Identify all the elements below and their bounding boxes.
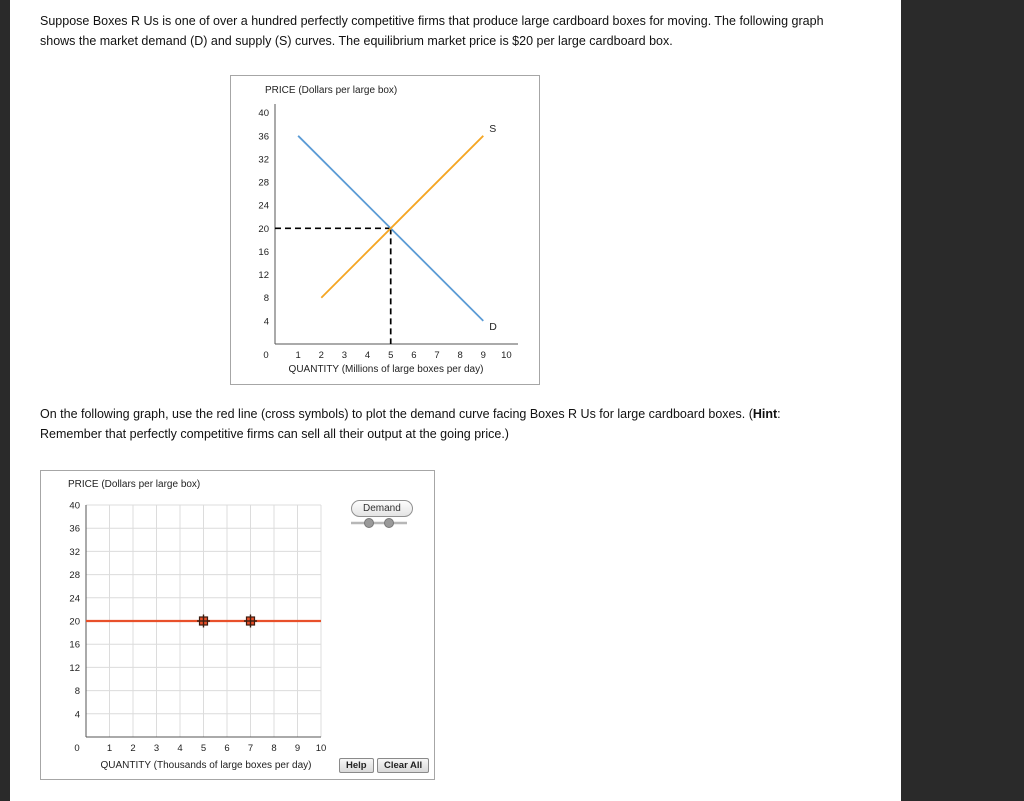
market-graph-canvas bbox=[231, 76, 541, 386]
x-tick-label: 1 bbox=[106, 743, 113, 754]
content-panel bbox=[10, 0, 901, 801]
x-tick-label: 0 bbox=[263, 350, 269, 361]
y-tick-label: 24 bbox=[258, 200, 269, 212]
x-tick-label: 10 bbox=[501, 350, 512, 361]
firm-graph-title: PRICE (Dollars per large box) bbox=[68, 479, 201, 490]
market-graph-title: PRICE (Dollars per large box) bbox=[265, 85, 398, 96]
y-tick-label: 12 bbox=[258, 270, 269, 282]
y-tick-label: 8 bbox=[263, 293, 269, 305]
x-tick-label: 2 bbox=[130, 743, 136, 754]
intro-line-1: Suppose Boxes R Us is one of over a hundred perfectly competitive firms that produce large cardboard boxes for moving. The following graph bbox=[40, 14, 824, 28]
market-graph bbox=[230, 75, 540, 385]
x-tick-label: 3 bbox=[341, 350, 348, 361]
firm-graph-xlabel: QUANTITY (Thousands of large boxes per day) bbox=[100, 760, 312, 771]
x-tick-label: 7 bbox=[434, 350, 440, 361]
intro-paragraph bbox=[40, 12, 885, 51]
x-tick-label: 9 bbox=[480, 350, 486, 361]
x-tick-label: 9 bbox=[294, 743, 301, 754]
intro-line-2: shows the market demand (D) and supply (S) curves. The equilibrium market price is $20 per large cardboard box. bbox=[40, 33, 673, 48]
y-tick-label: 4 bbox=[74, 709, 80, 721]
demand-legend-button[interactable]: Demand bbox=[351, 500, 413, 517]
y-tick-label: 16 bbox=[69, 639, 80, 651]
instruction-paragraph bbox=[40, 405, 885, 444]
y-tick-label: 28 bbox=[258, 177, 269, 189]
hint-label: Hint bbox=[752, 407, 778, 421]
y-tick-label: 4 bbox=[263, 316, 269, 328]
x-tick-label: 5 bbox=[200, 743, 207, 754]
x-tick-label: 3 bbox=[153, 743, 160, 754]
y-tick-label: 28 bbox=[69, 570, 80, 582]
palette-handle-left bbox=[365, 519, 374, 528]
y-tick-label: 24 bbox=[69, 593, 80, 605]
curve-label-D: D bbox=[489, 320, 497, 333]
x-tick-label: 4 bbox=[364, 350, 371, 361]
y-tick-label: 36 bbox=[258, 131, 269, 143]
y-tick-label: 32 bbox=[69, 546, 80, 558]
demand-line-palette-icon[interactable] bbox=[347, 515, 411, 531]
firm-graph-panel bbox=[40, 470, 435, 780]
y-tick-label: 12 bbox=[69, 662, 80, 674]
x-tick-label: 7 bbox=[247, 743, 254, 754]
instruction-text-before-hint: On the following graph, use the red line (cross symbols) to plot the demand curve facing Boxes R Us for large cardboard boxes. ( bbox=[40, 407, 753, 421]
x-tick-label: 4 bbox=[177, 743, 183, 754]
palette-handle-right bbox=[385, 519, 394, 528]
x-tick-label: 0 bbox=[74, 743, 80, 754]
clear-all-button[interactable]: Clear All bbox=[377, 758, 429, 773]
y-tick-label: 36 bbox=[69, 523, 80, 535]
instruction-line-2: Remember that perfectly competitive firms can sell all their output at the going price.) bbox=[40, 426, 509, 441]
x-tick-label: 6 bbox=[224, 743, 230, 754]
y-tick-label: 20 bbox=[69, 616, 80, 628]
y-tick-label: 40 bbox=[69, 500, 80, 512]
y-tick-label: 40 bbox=[258, 108, 269, 120]
x-tick-label: 10 bbox=[315, 743, 327, 754]
supply-curve bbox=[321, 136, 483, 298]
x-tick-label: 8 bbox=[271, 743, 277, 754]
market-graph-xlabel: QUANTITY (Millions of large boxes per day) bbox=[288, 364, 484, 375]
y-tick-label: 20 bbox=[258, 223, 269, 235]
y-tick-label: 16 bbox=[258, 246, 269, 258]
y-tick-label: 32 bbox=[258, 154, 269, 166]
help-button[interactable]: Help bbox=[339, 758, 374, 773]
x-tick-label: 6 bbox=[411, 350, 417, 361]
x-tick-label: 8 bbox=[457, 350, 463, 361]
instruction-text-after-hint: : bbox=[777, 407, 781, 421]
y-tick-label: 8 bbox=[74, 686, 80, 698]
x-tick-label: 5 bbox=[388, 350, 394, 361]
x-tick-label: 2 bbox=[318, 350, 324, 361]
curve-label-S: S bbox=[489, 122, 497, 135]
x-tick-label: 1 bbox=[295, 350, 301, 361]
